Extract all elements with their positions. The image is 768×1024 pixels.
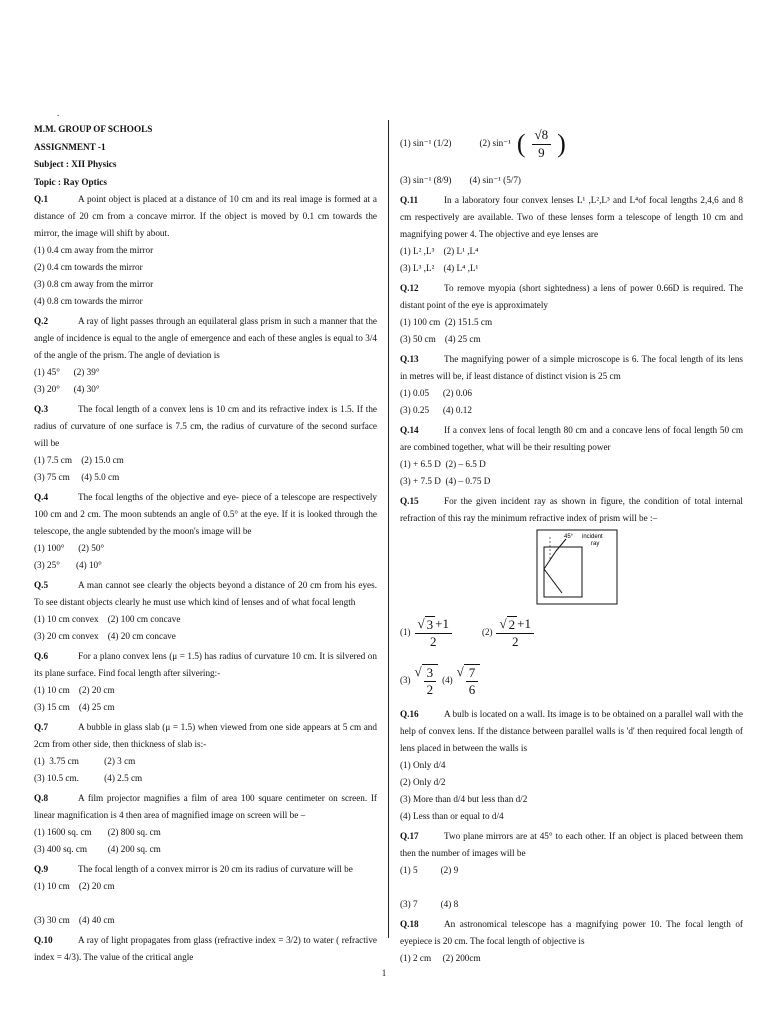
fraction-denominator: 2: [426, 682, 434, 697]
question-body: The focal length of a convex mirror is 20 cm its radius of curvature will be: [78, 864, 353, 874]
question-text: [34, 719, 377, 753]
fraction-numerator: [496, 616, 533, 634]
question-body: Two plane mirrors are at 45° to each other. If an object is placed between them then the number of images will be: [400, 831, 743, 858]
answer-option: (2) Only d/2: [400, 777, 446, 787]
q10-option-2-prefix: (2) sin⁻¹: [479, 138, 511, 149]
school-name: M.M. GROUP OF SCHOOLS: [34, 124, 153, 134]
answer-option: (3) More than d/4 but less than d/2: [400, 794, 528, 804]
question-body: In a laboratory four convex lenses L¹ ,L²,L³ and L⁴of focal lengths 2,4,6 and 8 cm respectively are available. Two of these lenses form a telescope of length 10 cm and magnifying power 4. The objective and eye lenses are: [400, 195, 743, 239]
question-body: A ray of light propagates from glass (refractive index = 3/2) to water ( refractive index = 4/3). The value of the critical angle: [34, 935, 377, 962]
subject-line: Subject : XII Physics: [34, 159, 117, 169]
answer-option: (1) 3.75 cm (2) 3 cm: [34, 756, 136, 766]
fraction-denominator: 2: [429, 634, 437, 649]
answer-option: (1) 5 (2) 9: [400, 865, 459, 875]
question-number: Q.17: [400, 831, 419, 841]
question-body: An astronomical telescope has a magnifying power 10. The focal length of eyepiece is 20 cm. The focal length of objective is: [400, 919, 743, 946]
figure-ray-label-2: ray: [591, 541, 600, 547]
question-body: A point object is placed at a distance of 10 cm and its real image is formed at a distance of 20 cm from a concave mirror. If the object is moved by 0.1 cm towards the mirror, the image will shift by about.: [34, 194, 377, 238]
question-text: [34, 648, 377, 682]
question-number: Q.7: [34, 722, 49, 732]
answer-option: (1) 45° (2) 39°: [34, 367, 100, 377]
left-question-list: [34, 191, 377, 966]
figure-angle-label: 45°: [564, 534, 574, 540]
question-number: Q.14: [400, 425, 419, 435]
answer-option: (3) + 7.5 D (4) – 0.75 D: [400, 476, 491, 486]
q10-option-row-1: [400, 122, 743, 166]
right-question-list: [400, 192, 743, 527]
q15-option-4-sqrt: √ $\frac{7}{6}$: [457, 664, 481, 699]
q10-option-4: (4) sin⁻¹ (5/7): [469, 175, 521, 185]
question-body: For a plano convex lens (μ = 1.5) has radius of curvature 10 cm. It is silvered on its plane surface. Find focal length after silvering:-: [34, 651, 377, 678]
fraction-denominator: 2: [511, 634, 519, 649]
q10-option-2-fraction: [532, 127, 552, 161]
answer-option: (3) 25° (4) 10°: [34, 560, 102, 570]
answer-option: (2) 0.4 cm towards the mirror: [34, 262, 143, 272]
radicand: 2: [508, 616, 516, 632]
question-number: Q.13: [400, 354, 419, 364]
answer-option: (3) 15 cm (4) 25 cm: [34, 702, 115, 712]
answer-option: (3) 75 cm (4) 5.0 cm: [34, 472, 120, 482]
question-text: [400, 422, 743, 456]
q15-option-3-label: (3): [400, 675, 411, 686]
question-body: A film projector magnifies a film of area 100 square centimeter on screen. If linear magnification is 4 then area of magnified image on screen will be –: [34, 793, 377, 820]
question-number: Q.3: [34, 404, 49, 414]
right-question-list-2: [400, 706, 743, 967]
q15-option-3-fraction: [424, 665, 437, 699]
answer-option: (1) L² ,L³ (2) L¹ ,L⁴: [400, 246, 479, 256]
q15-option-1-fraction: [415, 616, 452, 651]
question-body: A bulb is located on a wall. Its image is to be obtained on a parallel wall with the help of convex lens. If the distance between parallel walls is 'd' then required focal length of lens placed in between the walls is: [400, 709, 743, 753]
question-text: [34, 191, 377, 242]
question-number: Q.10: [34, 935, 53, 945]
question-number: Q.4: [34, 492, 49, 502]
question-body: The magnifying power of a simple microscope is 6. The focal length of its lens in metres will be, if least distance of distinct vision is 25 cm: [400, 354, 743, 381]
answer-option: (1) 0.05 (2) 0.06: [400, 388, 472, 398]
page-number: 1: [381, 968, 387, 978]
column-divider: [388, 120, 389, 938]
question-text: [400, 493, 743, 527]
answer-option: (1) + 6.5 D (2) – 6.5 D: [400, 459, 486, 469]
left-paren: (: [516, 129, 526, 158]
question-number: Q.11: [400, 195, 419, 205]
answer-option: (1) Only d/4: [400, 760, 446, 770]
radicand: 3: [426, 616, 434, 632]
question-body: The focal length of a convex lens is 10 cm and its refractive index is 1.5. If the radius of curvature of one surface is 7.5 cm, the radius of curvature of the second surface will be: [34, 404, 377, 448]
answer-option: (1) 10 cm (2) 20 cm: [34, 685, 115, 695]
answer-option: (1) 0.4 cm away from the mirror: [34, 245, 154, 255]
figure-ray-label-1: incident: [582, 534, 603, 540]
question-body: For the given incident ray as shown in figure, the condition of total internal refraction of this ray the minimum refractive index of prism will be :–: [400, 496, 743, 523]
question-text: [400, 828, 743, 862]
question-body: To remove myopia (short sightedness) a lens of power 0.66D is required. The distant point of the eye is approximately: [400, 283, 743, 310]
question-text: [34, 401, 377, 452]
answer-option: (3) 30 cm (4) 40 cm: [34, 915, 115, 925]
q15-option-3-sqrt: √ $\frac{3}{2}$: [415, 664, 439, 699]
q15-option-row-1: [400, 613, 743, 653]
question-text: [34, 577, 377, 611]
question-body: A ray of light passes through an equilateral glass prism in such a manner that the angle of incidence is equal to the angle of emergence and each of these angles is equal to 3/4 of the angle of the prism. The angle of deviation is: [34, 316, 377, 360]
answer-option: (1) 7.5 cm (2) 15.0 cm: [34, 455, 124, 465]
question-body: The focal lengths of the objective and eye- piece of a telescope are respectively 100 cm and 2 cm. The moon subtends an angle of 0.5° at the eye. If it is looked through the telescope, the angle subtended by the moon's image will be: [34, 492, 377, 536]
question-number: Q.9: [34, 864, 49, 874]
answer-option: (3) 20 cm convex (4) 20 cm concave: [34, 631, 176, 641]
question-text: [400, 706, 743, 757]
question-text: [400, 916, 743, 950]
question-body: A man cannot see clearly the objects beyond a distance of 20 cm from his eyes. To see distant objects clearly he must use which kind of lenses and of what focal length: [34, 580, 377, 607]
question-text: [400, 192, 743, 243]
radicand: [422, 664, 439, 699]
right-paren: ): [557, 129, 566, 158]
answer-option: (4) Less than or equal to d/4: [400, 811, 504, 821]
sqrt-sign: √ 3: [417, 615, 434, 632]
assignment-title: ASSIGNMENT -1: [34, 141, 106, 152]
question-number: Q.12: [400, 283, 419, 293]
left-column: [34, 124, 377, 966]
fraction-denominator: 9: [538, 144, 545, 160]
question-number: Q.2: [34, 316, 49, 326]
question-number: Q.5: [34, 580, 49, 590]
answer-option: (4) 0.8 cm towards the mirror: [34, 296, 143, 306]
prism-diagram: [536, 529, 618, 605]
q15-option-2-label: (2): [481, 627, 493, 638]
question-body: If a convex lens of focal length 80 cm and a concave lens of focal length 50 cm are combined together, what will be their resulting power: [400, 425, 743, 452]
q15-option-4-label: (4): [442, 675, 453, 686]
q15-option-row-2: [400, 659, 743, 703]
right-column: [400, 120, 743, 967]
q10-option-3: (3) sin⁻¹ (8/9): [400, 175, 452, 185]
q15-option-2-fraction: [496, 616, 533, 651]
q10-option-row-2: [400, 172, 743, 189]
question-text: [400, 351, 743, 385]
answer-option: [400, 879, 743, 896]
prism-figure: [536, 529, 618, 605]
question-text: [34, 861, 377, 878]
answer-option: (3) 0.25 (4) 0.12: [400, 405, 472, 415]
answer-option: (3) 400 sq. cm (4) 200 sq. cm: [34, 844, 161, 854]
fraction-numerator: 7: [466, 665, 479, 682]
fraction-denominator: 6: [468, 682, 476, 697]
answer-option: (1) 10 cm convex (2) 100 cm concave: [34, 614, 181, 624]
q10-option-1: (1) sin⁻¹ (1/2): [400, 138, 452, 149]
question-number: Q.15: [400, 496, 419, 506]
answer-option: (3) L³ ,L² (4) L⁴ ,L¹: [400, 263, 479, 273]
answer-option: (1) 1600 sq. cm (2) 800 sq. cm: [34, 827, 161, 837]
q15-option-1-label: (1): [400, 627, 411, 638]
answer-option: (3) 20° (4) 30°: [34, 384, 100, 394]
answer-option: (3) 7 (4) 8: [400, 899, 459, 909]
sqrt-sign: √ 2: [499, 615, 516, 632]
question-number: Q.18: [400, 919, 419, 929]
numerator-tail: +1: [517, 615, 531, 631]
question-body: A bubble in glass slab (μ = 1.5) when viewed from one side appears at 5 cm and 2cm from other side, then thickness of slab is:-: [34, 722, 377, 749]
question-text: [34, 932, 377, 966]
radicand: [464, 664, 481, 699]
fraction-numerator: [415, 616, 452, 634]
topic-line: Topic : Ray Optics: [34, 176, 107, 187]
answer-option: (1) 2 cm (2) 200cm: [400, 953, 481, 963]
question-text: [34, 790, 377, 824]
question-text: [400, 280, 743, 314]
question-text: [34, 489, 377, 540]
stray-mark: .: [57, 108, 60, 118]
answer-option: (3) 10.5 cm. (4) 2.5 cm: [34, 773, 143, 783]
question-number: Q.16: [400, 709, 419, 719]
fraction-numerator: √8: [532, 127, 552, 144]
question-number: Q.6: [34, 651, 49, 661]
question-number: Q.8: [34, 793, 49, 803]
question-text: [34, 313, 377, 364]
answer-option: (3) 50 cm (4) 25 cm: [400, 334, 481, 344]
q15-option-4-fraction: [466, 665, 479, 699]
answer-option: [34, 895, 377, 912]
numerator-tail: +1: [435, 615, 449, 631]
answer-option: (1) 100 cm (2) 151.5 cm: [400, 317, 493, 327]
question-number: Q.1: [34, 194, 49, 204]
answer-option: (1) 10 cm (2) 20 cm: [34, 881, 115, 891]
fraction-numerator: 3: [424, 665, 437, 682]
answer-option: (1) 100° (2) 50°: [34, 543, 105, 553]
answer-option: (3) 0.8 cm away from the mirror: [34, 279, 154, 289]
